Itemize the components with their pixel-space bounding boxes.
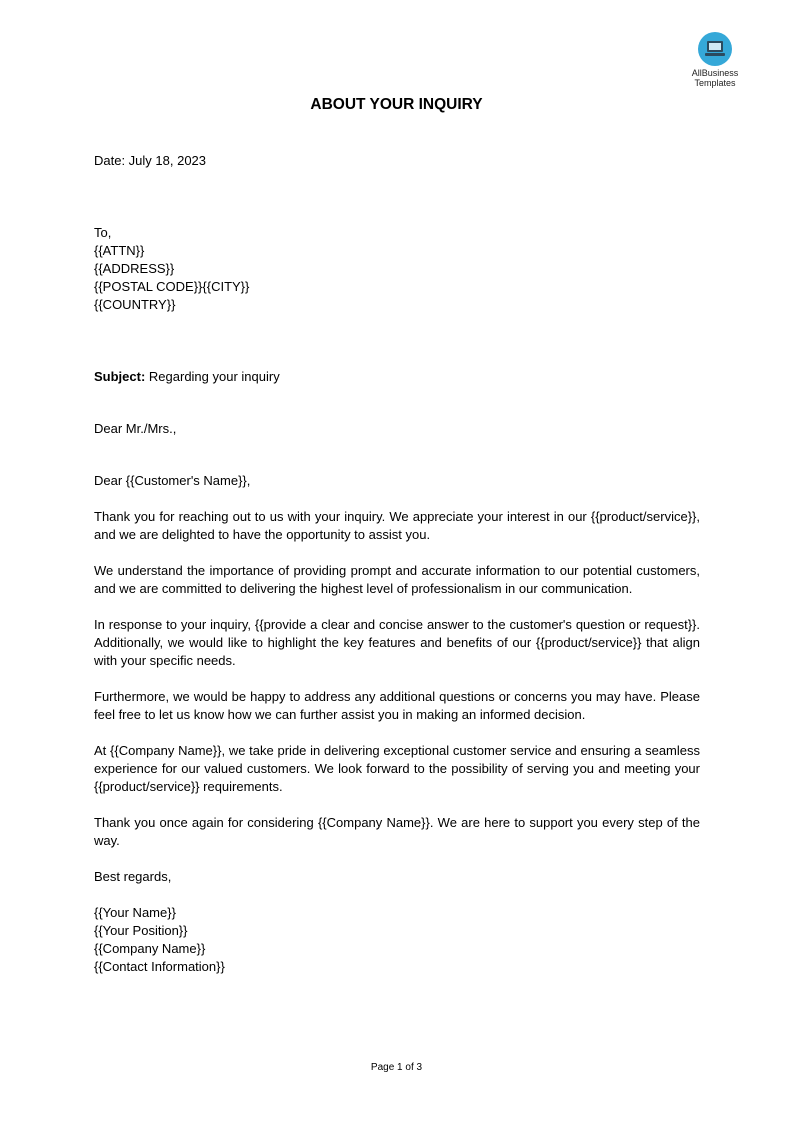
- subject-text: Regarding your inquiry: [145, 369, 280, 384]
- logo-text: [684, 68, 746, 88]
- address-to: To,: [94, 225, 112, 240]
- signature-company: {{Company Name}}: [94, 941, 206, 956]
- address-postal-city: {{POSTAL CODE}}{{CITY}}: [94, 279, 250, 294]
- subject-line: [94, 368, 700, 386]
- paragraph: At {{Company Name}}, we take pride in delivering exceptional customer service and ensuring a seamless experience for our valued customers. We look forward to the possibility of serving you and meeting your {{product/service}} requirements.: [94, 743, 700, 794]
- signature-position: {{Your Position}}: [94, 923, 188, 938]
- paragraph: Thank you for reaching out to us with your inquiry. We appreciate your interest in our {{product/service}}, and we are delighted to have the opportunity to assist you.: [94, 509, 700, 542]
- signature-block: [94, 904, 700, 976]
- closing: Best regards,: [94, 869, 172, 884]
- address-street: {{ADDRESS}}: [94, 261, 175, 276]
- subject-label: Subject:: [94, 369, 146, 384]
- paragraph: We understand the importance of providing prompt and accurate information to our potential customers, and we are committed to delivering the highest level of professionalism in our communication.: [94, 563, 700, 596]
- logo: [684, 32, 746, 88]
- greeting-customer: Dear {{Customer's Name}},: [94, 473, 251, 488]
- paragraph: Thank you once again for considering {{Company Name}}. We are here to support you every step of the way.: [94, 815, 700, 848]
- greeting-formal: Dear Mr./Mrs.,: [94, 421, 177, 436]
- page-number: Page 1 of 3: [370, 1062, 423, 1073]
- laptop-icon: [698, 32, 732, 66]
- signature-contact: {{Contact Information}}: [94, 959, 225, 974]
- address-attn: {{ATTN}}: [94, 243, 145, 258]
- signature-name: {{Your Name}}: [94, 905, 176, 920]
- paragraph: In response to your inquiry, {{provide a clear and concise answer to the customer's question or request}}. Additionally, we would like to highlight the key features and benefits of our {{product/service}} that align with your specific needs.: [94, 617, 700, 668]
- letter-body: [94, 152, 700, 976]
- logo-line-2: Templates: [694, 78, 736, 88]
- recipient-address: [94, 224, 700, 314]
- date-line: Date: July 18, 2023: [94, 153, 207, 168]
- page-title: ABOUT YOUR INQUIRY: [310, 96, 483, 113]
- logo-line-1: AllBusiness: [691, 68, 739, 78]
- address-country: {{COUNTRY}}: [94, 297, 176, 312]
- paragraph: Furthermore, we would be happy to address any additional questions or concerns you may have. Please feel free to let us know how we can further assist you in making an informed decision.: [94, 689, 700, 722]
